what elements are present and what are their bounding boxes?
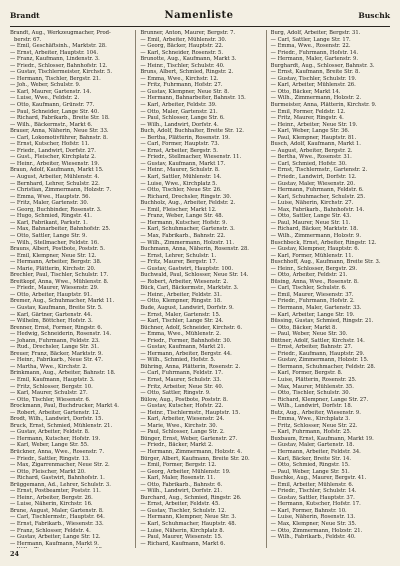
directory-entry: — Emma, Wwe., Mühlenstr. 2. bbox=[140, 331, 221, 338]
directory-entry: — Georg, Bäcker, Hauptstr. 22. bbox=[140, 43, 224, 50]
directory-entry: — Emil, Arbeiter, Mühlenstr. 30. bbox=[140, 36, 227, 43]
directory-entry: — Gustav, Tischler, Schulstr. 12. bbox=[140, 507, 227, 514]
directory-entry: — Hermann, Schuhmacher, Feldstr. 28. bbox=[270, 363, 376, 370]
directory-entry: Buchwald, Paul, Schlosser, Neue Str. 14. bbox=[140, 272, 249, 279]
directory-entry: — Heinr., Schlosser, Bergstr. 29. bbox=[270, 265, 358, 272]
directory-entry: Bühring, Anna, Plätterin, Rosenstr. 2. bbox=[140, 363, 241, 370]
directory-entry: — Paul, Weber, Lange Str. 51. bbox=[270, 468, 350, 475]
directory-entry: — Otto, Tischler, Wiesenstr. 6. bbox=[10, 396, 91, 403]
directory-entry: — Emil, Geschäftsinh., Marktstr. 28. bbox=[10, 43, 107, 50]
directory-entry: — Karl, Arbeiter, Lange Str. 19. bbox=[270, 311, 355, 318]
directory-entry: — Paul, Maurer, Wiesenstr. 15. bbox=[140, 534, 223, 541]
directory-entry: — Rud., Drechsler, Lange Str. 31. bbox=[10, 344, 99, 351]
directory-entry: — Carl, Sattler, Lange Str. 17. bbox=[270, 36, 351, 43]
directory-entry: — Paul, Schneider, Lange Str. 40. bbox=[10, 108, 100, 115]
directory-entry: — Fritz, Schlosser, Neue Str. 22. bbox=[270, 422, 358, 429]
directory-entry: — Otto, Zimmermann, Holzstr. 21. bbox=[270, 527, 363, 534]
directory-entry: — Emil, Klempner, Neue Str. 12. bbox=[10, 252, 97, 259]
directory-entry: — Otto, Bäcker, Markt 14. bbox=[270, 88, 341, 95]
directory-entry: — Fritz, Schlosser, Bergstr. 10. bbox=[10, 383, 93, 390]
directory-entry: — Emil, Kaufmann, Hauptstr. 3. bbox=[10, 376, 95, 383]
directory-entry: — Hermann, Kutscher, Hofstr. 19. bbox=[10, 435, 101, 442]
directory-entry: — Ernst, Fabrikarb., Wiesenstr. 33. bbox=[10, 521, 104, 528]
directory-entry: — Luise, Näherin, Kirchstr. 16. bbox=[10, 501, 93, 508]
directory-entry: — Ernst, Postbeamter, Poststr. 11. bbox=[10, 488, 101, 495]
directory-entry: — Max, Bahnarbeiter, Bahnhofstr. 25. bbox=[10, 226, 111, 233]
directory-entry: — Hermann, Kaufmann, Markt 9. bbox=[10, 540, 99, 547]
directory-entry: — Max, Maurer, Mühlenstr. 35. bbox=[270, 383, 354, 390]
directory-entry: — Friedr., Fuhrmann, Hofstr. 14. bbox=[270, 49, 359, 56]
directory-entry: — Karl, Sattler, Mühlenstr. 14. bbox=[140, 174, 222, 181]
directory-entry: — Hermann, Kutscher, Hofstr. 9. bbox=[140, 219, 228, 226]
directory-entry: Buchmann, Anna, Näherin, Rosenstr. 28. bbox=[140, 246, 249, 253]
directory-entry: — Wilh., Landwirt, Dorfstr. 21. bbox=[140, 488, 223, 495]
directory-entry: Bünger, Ernst, Weber, Gartenstr. 27. bbox=[140, 435, 238, 442]
directory-entry: — Christian, Zimmermann, Holzstr. 7. bbox=[10, 187, 112, 194]
directory-entry: — Hermann, Arbeiter, Feldstr. 34. bbox=[270, 449, 361, 455]
directory-entry: — Marie, Wwe., Kirchstr. 30. bbox=[140, 422, 218, 429]
directory-entry: — Richard, Fabrikarb., Breite Str. 18. bbox=[10, 115, 110, 122]
header-last-name: Buschk bbox=[358, 11, 390, 20]
directory-entry: — Otto, Arbeiter, Hauptstr. 91. bbox=[10, 291, 92, 298]
directory-entry: Brinkmann, Aug., Arbeiter, Bahnstr. 18. bbox=[10, 370, 116, 377]
directory-entry: — Paul, Maurer, Neue Str. 11. bbox=[270, 219, 351, 226]
directory-entry: — Otto, Tischler, Neue Str. 26. bbox=[140, 187, 222, 194]
directory-entry: — Gustav, Zimmermann, Holzstr. 15. bbox=[270, 357, 369, 364]
directory-entry: — Wilh., Fabrikarb., Feldstr. 40. bbox=[270, 534, 356, 541]
directory-entry: — Karl, Former, Bergstr. 8. bbox=[270, 370, 343, 377]
directory-entry: — Richard, Gastwirt, Bahnhofstr. 1. bbox=[10, 475, 105, 482]
directory-entry: Brechler, Paul, Tischler, Schulstr. 17. bbox=[10, 272, 109, 279]
page-number: 24 bbox=[10, 550, 20, 558]
directory-entry: — Carl, Tischlermstr., Hauptstr. 64. bbox=[10, 514, 105, 521]
directory-entry: — Max, Fabrikarb., Bahnhofstr. 14. bbox=[270, 206, 365, 213]
directory-entry: — Ernst, Arbeiter, Feldstr. 45. bbox=[140, 501, 220, 508]
directory-entry: — Karl, Bäcker, Breite Str. 14. bbox=[270, 455, 352, 462]
directory-entry: — Gustav, Kaufmann, Breite Str. 5. bbox=[10, 304, 103, 311]
directory-entry: — Paul, Klempner, Hauptstr. 81. bbox=[270, 134, 357, 141]
directory-entry: — Karl, Maurer, Gartenstr. 14. bbox=[10, 88, 92, 95]
directory-entry: — Gustav, Arbeiter, Lange Str. 12. bbox=[10, 534, 101, 541]
directory-entry: — Ernst, Maler, Gartenstr. 15. bbox=[140, 311, 221, 318]
directory-entry: — Richard, Kaufmann, Markt 6. bbox=[140, 540, 226, 547]
column-left bbox=[10, 30, 129, 548]
directory-entry: — Emma, Wwe., Kirchplatz 3. bbox=[270, 416, 350, 423]
directory-entry: — Carl, Schmied, Hofstr. 30. bbox=[270, 160, 347, 167]
directory-entry: — Hermann, Arbeiter, Bergstr. 38. bbox=[10, 259, 102, 266]
directory-entry: Brunner, Anton, Maurer, Bergstr. 7. bbox=[140, 30, 236, 36]
directory-entry: — Gust., Fleischer, Kirchplatz 2. bbox=[10, 154, 96, 161]
directory-entry: — Karl, Tischler, Lange Str. 24. bbox=[140, 318, 224, 325]
directory-entry: — Emil, Former, Feldstr. 12. bbox=[270, 108, 346, 115]
directory-entry: Bück, Carl, Bäckermstr., Marktstr. 3. bbox=[140, 285, 239, 292]
directory-entry: Bürger, Albert, Kaufmann, Breite Str. 20. bbox=[140, 455, 250, 462]
directory-entry: Breitkopf, Anna, Wwe., Mühlenstr. 8. bbox=[10, 278, 109, 285]
directory-entry: — Fritz, Maurer, Bergstr. 17. bbox=[140, 259, 218, 266]
directory-entry: Burmeister, Anna, Plätterin, Kirchstr. 9. bbox=[270, 102, 377, 109]
directory-entry: Bruck, Ernst, Schmied, Mühlenstr. 21. bbox=[10, 422, 113, 429]
directory-entry: — Heinr., Maurer, Schulstr. 8. bbox=[140, 167, 220, 174]
directory-entry: — Wilh., Stellmacher, Feldstr. 16. bbox=[10, 239, 99, 246]
directory-entry: Büsing, Anna, Wwe., Rosenstr. 8. bbox=[270, 278, 359, 285]
directory-entry: — Friedr., Kaufmann, Hauptstr. 29. bbox=[270, 350, 365, 357]
directory-entry: — August, Arbeiter, Bergstr. 2. bbox=[270, 147, 353, 154]
directory-entry: — Georg, Buchbinder, Rosenstr. 3. bbox=[10, 206, 102, 213]
directory-entry: — Emma, Wwe., Hauptstr. 56. bbox=[10, 193, 91, 200]
directory-entry: — Karl, Arbeiter, Feldstr. 39. bbox=[140, 102, 217, 109]
directory-entry: — Hermann, Fuhrmann, Feldstr. 6. bbox=[270, 187, 364, 194]
directory-entry: — Hermann, Kutscher, Hofstr. 17. bbox=[270, 501, 361, 508]
column-middle bbox=[135, 30, 259, 548]
directory-entry: — Otto, Klempner, Ringstr. 18. bbox=[140, 298, 222, 305]
directory-entry: — Hedwig, Schneiderin, Rosenstr. 14. bbox=[10, 331, 112, 338]
directory-entry: Brauns, Albert, Postbote, Poststr. 5. bbox=[10, 246, 105, 253]
directory-entry: — Karl, Schneider, Rosenstr. 5. bbox=[140, 49, 224, 56]
directory-entry: Brauer, Anna, Näherin, Neue Str. 33. bbox=[10, 128, 109, 135]
directory-entry: — Martha, Wwe., Kirchstr. 2. bbox=[10, 363, 88, 370]
directory-entry: — Hermann, Maler, Gartenstr. 33. bbox=[270, 304, 362, 311]
directory-entry: — Carl, Lokomotivführer, Bahnstr. 8. bbox=[10, 134, 108, 141]
directory-entry: Buch, Adolf, Buchhalter, Breite Str. 12. bbox=[140, 128, 244, 135]
directory-entry: — Emil, Arbeiter, Mühlenstr. 6. bbox=[270, 481, 354, 488]
directory-entry: — Wilh., Bäckermstr., Markt 6. bbox=[10, 121, 93, 128]
directory-entry: — Friedr., Sattler, Ringstr. 13. bbox=[10, 455, 90, 462]
directory-entry: — Ernst, Kutscher, Hofstr. 11. bbox=[10, 141, 90, 148]
directory-entry: — Gustav, Tischlermeister, Kirchstr. 5. bbox=[10, 69, 113, 76]
directory-entry: Bruns, Albert, Schmied, Ringstr. 2. bbox=[140, 69, 234, 76]
directory-entry: — Heinr., Tischler, Schulstr. 40. bbox=[140, 62, 225, 69]
directory-entry: Bremer, Aug., Schuhmacher, Markt 11. bbox=[10, 298, 115, 305]
directory-entry: — Georg, Arbeiter, Mühlenstr. 19. bbox=[140, 468, 231, 475]
directory-entry: — Karl, Schuhmacher, Hauptstr. 48. bbox=[140, 521, 237, 528]
directory-entry: Butz, Aug., Arbeiter, Wiesenstr. 9. bbox=[270, 409, 361, 416]
directory-entry: Buschhoff, Aug., Kaufmann, Breite Str. 3. bbox=[270, 259, 381, 266]
directory-entry: — Emil, Maurer, Wiesenstr. 37. bbox=[270, 291, 354, 298]
directory-entry: Buschbeck, Ernst, Arbeiter, Ringstr. 12. bbox=[270, 239, 377, 246]
directory-entry: — Karl, Former, Bahnstr. 10. bbox=[270, 507, 347, 514]
directory-entry: — Ernst, Maurer, Schulstr. 33. bbox=[140, 376, 222, 383]
directory-entry: — Joh., Weber, Schulstr. 9. bbox=[10, 82, 81, 89]
directory-entry: — Gustav, Kaufmann, Markt 17. bbox=[140, 160, 226, 167]
directory-entry: — Richard, Bäcker, Marktstr. 18. bbox=[270, 226, 359, 233]
directory-entry: — Bertha, Plätterin, Rosenstr. 19. bbox=[140, 134, 230, 141]
directory-entry: Buschke, Aug., Maurer, Bergstr. 41. bbox=[270, 475, 367, 482]
directory-entry: — Wilh., Landwirt, Dorfstr. 18. bbox=[270, 403, 353, 410]
directory-entry: — Max, Zigarrenmacher, Neue Str. 2. bbox=[10, 462, 110, 469]
directory-entry: — Fritz, Arbeiter, Neue Str. 40. bbox=[140, 383, 224, 390]
directory-entry: — Carl, Tischler, Schulstr. 6. bbox=[270, 285, 347, 292]
directory-entry: — Gustav, Gastwirt, Hauptstr. 100. bbox=[140, 265, 234, 272]
directory-entry: — Paul, Weber, Neue Str. 30. bbox=[270, 331, 348, 338]
directory-entry: — Karl, Arbeiter, Wiesenstr. 24. bbox=[140, 416, 225, 423]
directory-entry: Brüggemann, Ad., Lehrer, Schulstr. 3. bbox=[10, 481, 111, 488]
directory-entry: — Otto, Bäcker, Markt 8. bbox=[270, 324, 338, 331]
directory-entry: — August, Arbeiter, Mühlenstr. 4. bbox=[10, 174, 100, 181]
directory-entry: — Karl, Former, Mühlenstr. 11. bbox=[270, 252, 354, 259]
directory-entry: — Gustav, Maler, Gartenstr. 18. bbox=[270, 442, 355, 449]
directory-entry: — Ernst, Lehrer, Schulstr. 1. bbox=[140, 252, 217, 259]
directory-entry: — Karl, Fabrikant, Parkstr. 1. bbox=[10, 219, 88, 226]
directory-entry: — Marie, Plätterin, Kirchstr. 20. bbox=[10, 265, 96, 272]
directory-entry: — Franz, Schlosser, Feldstr. 4. bbox=[10, 527, 91, 534]
directory-entry: — Heinr., Fabrikarb., Neue Str. 47. bbox=[10, 357, 103, 364]
directory-entry: — Luise, Wwe., Feldstr. 2. bbox=[10, 95, 80, 102]
directory-entry: — Johann, Fuhrmann, Feldstr. 23. bbox=[10, 337, 100, 344]
directory-entry: — Fritz, Fuhrmann, Hofstr. 27. bbox=[140, 82, 223, 89]
directory-entry: — Hermann, Arbeiter, Bergstr. 44. bbox=[140, 350, 232, 357]
directory-entry: — Emil, Former, Bergstr. 12. bbox=[140, 462, 217, 469]
directory-entry: — Gustav, Arbeiter, Feldstr. 8. bbox=[10, 429, 90, 436]
directory-entry: — Carl, Former, Hauptstr. 73. bbox=[140, 141, 220, 148]
directory-entry: Büchner, Adolf, Schneider, Kirchstr. 6. bbox=[140, 324, 243, 331]
directory-entry: — Luise, Plätterin, Rosenstr. 25. bbox=[270, 376, 357, 383]
directory-entry: — Wilh., Landwirt, Dorfstr. 4. bbox=[140, 121, 219, 128]
directory-entry: — Bernhard, Lehrer, Schulstr. 22. bbox=[10, 180, 100, 187]
directory-entry: — Ernst, Arbeiter, Bahnstr. 27. bbox=[270, 344, 353, 351]
directory-entry: Bude, August, Landwirt, Dorfstr. 9. bbox=[140, 304, 234, 311]
directory-entry: Bülow, Aug., Postbote, Poststr. 8. bbox=[140, 396, 228, 403]
directory-entry: — Gustav, Kutscher, Hofstr. 22. bbox=[140, 403, 224, 410]
entry-columns bbox=[10, 30, 390, 548]
directory-entry: — Heinr., Arbeiter, Wiesenstr. 19. bbox=[10, 160, 100, 167]
directory-entry: — Hermann, Zimmermann, Holzstr. 4. bbox=[140, 449, 243, 455]
directory-entry: — Otto, Schmied, Ringstr. 15. bbox=[270, 462, 350, 469]
column-right bbox=[266, 30, 390, 548]
directory-entry: — Hermann, Klempner, Neue Str. 3. bbox=[140, 514, 237, 521]
directory-entry: — Wilh., Zimmermann, Holzstr. 11. bbox=[140, 239, 235, 246]
directory-entry: Burghardt, Aug., Schlosser, Bahnstr. 3. bbox=[270, 62, 375, 69]
directory-entry: — Otto, Fabrikarb., Bahnstr. 6. bbox=[140, 481, 223, 488]
header-first-name: Brandt bbox=[10, 11, 40, 20]
directory-entry: — Friedr., Tischler, Schulstr. 14. bbox=[270, 488, 357, 495]
directory-entry: — Fritz, Maurer, Ringstr. 4. bbox=[270, 115, 344, 122]
directory-entry: Burchard, Aug., Schmied, Ringstr. 26. bbox=[140, 494, 242, 501]
directory-entry: — Friedr., Stellmacher, Wiesenstr. 11. bbox=[140, 154, 242, 161]
directory-entry: — Heinr., Arbeiter, Neue Str. 19. bbox=[270, 121, 358, 128]
directory-entry: Breuer, Franz, Bäcker, Marktstr. 9. bbox=[10, 350, 103, 357]
directory-entry: — Franz, Weber, Lange Str. 48. bbox=[140, 213, 224, 220]
directory-entry: — Ernst, Tischlermstr., Gartenstr. 2. bbox=[270, 167, 368, 174]
directory-entry: — Gustav, Klempner, Neue Str. 8. bbox=[140, 88, 230, 95]
directory-entry: — Friedr., Landwirt, Dorfstr. 12. bbox=[270, 174, 357, 181]
directory-entry: — Hermann, Bahnarbeiter, Bahnstr. 15. bbox=[140, 95, 246, 102]
directory-entry: — Emil, Fleischer, Markt 12. bbox=[140, 206, 217, 213]
directory-entry: — Karl, Weber, Lange Str. 36. bbox=[270, 128, 350, 135]
directory-entry: Buchholz, Aug., Arbeiter, Feldstr. 2. bbox=[140, 200, 236, 207]
directory-entry: — Paul, Schlosser, Lange Str. 6. bbox=[140, 115, 225, 122]
directory-entry: — Ernst, Kaufmann, Breite Str. 8. bbox=[270, 69, 361, 76]
directory-entry: Büssing, Gustav, Schmied, Ringstr. 21. bbox=[270, 318, 374, 325]
directory-entry: — Otto, Arbeiter, Feldstr. 21. bbox=[270, 272, 348, 279]
directory-entry: — Otto, Sattler, Ringstr. 9. bbox=[140, 390, 211, 397]
directory-entry: — Ernst, Arbeiter, Hauptstr. 104. bbox=[10, 49, 99, 56]
directory-entry: — Gustav, Kaufmann, Markt 21. bbox=[140, 344, 226, 351]
directory-entry: — Karl, Fuhrmann, Hofstr. 25. bbox=[270, 429, 352, 436]
directory-entry: — Paul, Schlosser, Lange Str. 2. bbox=[140, 429, 225, 436]
directory-entry: — Carl, Fuhrmann, Feldstr. 17. bbox=[140, 370, 223, 377]
directory-entry: — Heinr., Arbeiter, Bergstr. 26. bbox=[10, 494, 93, 501]
directory-entry: — Wilh., Schmied, Hofstr. 5. bbox=[140, 357, 216, 364]
directory-entry: — Otto, Tischler, Schulstr. 30. bbox=[270, 390, 351, 397]
directory-entry: — Franz, Kaufmann, Lindenstr. 3. bbox=[10, 56, 100, 63]
directory-entry: — Wilhelm, Böttcher, Hofstr. 3. bbox=[10, 318, 93, 325]
directory-entry: — Friedr., Bäcker, Markt 2. bbox=[140, 442, 213, 449]
directory-entry: — Richard, Drechsler, Ringstr. 30. bbox=[140, 193, 232, 200]
directory-entry: — Hermann, Tischler, Bergstr. 21. bbox=[10, 75, 101, 82]
directory-entry: — Robert, Arbeiter, Wiesenstr. 2. bbox=[140, 278, 229, 285]
directory-entry: — Emma, Wwe., Kirchstr. 12. bbox=[140, 75, 219, 82]
directory-entry: — Karl, Schuhmacher, Schulstr. 25. bbox=[270, 193, 366, 200]
directory-entry: — Hermann, Maler, Gartenstr. 9. bbox=[270, 56, 359, 63]
directory-entry: — Friedr., Former, Bahnhofstr. 30. bbox=[140, 337, 232, 344]
directory-entry: — Friedr., Fuhrmann, Hofstr. 2. bbox=[270, 298, 355, 305]
directory-entry: Brockmann, Paul, Buchdrucker, Markt 4. bbox=[10, 403, 119, 410]
directory-entry: — Wilh., Zimmermann, Holzstr. 2. bbox=[270, 95, 362, 102]
directory-entry bbox=[10, 547, 129, 548]
directory-entry: — Otto, Maler, Gartenstr. 21. bbox=[140, 108, 218, 115]
directory-entry: Buxbaum, Ernst, Kaufmann, Markt 19. bbox=[270, 435, 374, 442]
directory-entry: Brunotte, Aug., Kaufmann, Markt 3. bbox=[140, 56, 237, 63]
directory-entry: Brandt, Aug., Werkzeugmacher, Prod- berstr. 67. bbox=[10, 30, 111, 43]
directory-entry: — Friedr., Maurer, Wiesenstr. 29. bbox=[10, 285, 99, 292]
directory-entry: — Emma, Wwe., Rosenstr. 22. bbox=[270, 43, 351, 50]
directory-entry: — Max, Fabrikarb., Bahnstr. 22. bbox=[140, 232, 226, 239]
directory-entry: — Friedr., Schlosser, Bahnhofstr. 12. bbox=[10, 62, 108, 69]
directory-entry: — Karl, Maler, Rosenstr. 11. bbox=[140, 475, 216, 482]
directory-entry: — Ernst, Arbeiter, Bergstr. 5. bbox=[140, 147, 218, 154]
directory-entry: — Luise, Näherin, Kirchplatz 8. bbox=[140, 527, 225, 534]
directory-entry: — Luise, Wwe., Kirchplatz 5. bbox=[140, 180, 218, 187]
directory-entry: — Heinr., Arbeiter, Feldstr. 31. bbox=[140, 291, 222, 298]
directory-entry: — Bertha, Wwe., Rosenstr. 31. bbox=[270, 154, 352, 161]
directory-entry: — Richard, Klempner, Lange Str. 27. bbox=[270, 396, 369, 403]
directory-entry: — Gustav, Klempner, Hauptstr. 6. bbox=[270, 246, 360, 253]
directory-entry: — Fritz, Maler, Gartenstr. 30. bbox=[10, 200, 89, 207]
directory-entry: — Hugo, Schmied, Ringstr. 41. bbox=[10, 213, 92, 220]
directory-entry: Braun, Adolf, Kaufmann, Markt 15. bbox=[10, 167, 104, 174]
directory-entry: — Karl, Schuhmacher, Gartenstr. 3. bbox=[140, 226, 235, 233]
directory-entry: — Otto, Sattler, Lange Str. 43. bbox=[270, 213, 352, 220]
directory-entry: — Karl, Arbeiter, Mühlenstr. 26. bbox=[270, 82, 356, 89]
directory-entry: — Karl, Weber, Lange Str. 55. bbox=[10, 442, 89, 449]
directory-entry: Burg, Adolf, Arbeiter, Bergstr. 31. bbox=[270, 30, 361, 36]
directory-entry: — Max, Klempner, Neue Str. 35. bbox=[270, 521, 357, 528]
directory-entry: — Gustav, Maler, Wiesenstr. 20. bbox=[270, 180, 356, 187]
directory-entry: — Heinr., Tischlermstr., Hauptstr. 15. bbox=[140, 409, 241, 416]
directory-entry: — Luise, Näherin, Rosenstr. 13. bbox=[270, 514, 356, 521]
directory-entry: — Karl, Gärtner, Gartenstr. 44. bbox=[10, 311, 93, 318]
directory-entry: — Otto, Kaufmann, Grünstr. 77. bbox=[10, 102, 95, 109]
directory-entry: — Wilh., Zimmermann, Holzstr. 9. bbox=[270, 232, 362, 239]
directory-entry: Brückner, Anna, Wwe., Rosenstr. 7. bbox=[10, 449, 105, 455]
directory-entry: — Otto, Sattler, Lange Str. 9. bbox=[10, 232, 88, 239]
directory-entry: — Karl, Maurer, Schulstr. 27. bbox=[10, 390, 88, 397]
directory-entry: Brune, August, Maler, Gartenstr. 8. bbox=[10, 507, 104, 514]
directory-entry: — Friedr., Landwirt, Dorfstr. 27. bbox=[10, 147, 96, 154]
header-title: Namenliste bbox=[164, 10, 234, 21]
directory-entry: — Luise, Näherin, Kirchstr. 27. bbox=[270, 200, 354, 207]
directory-entry: Brenner, Ernst, Former, Ringstr. 6. bbox=[10, 324, 103, 331]
directory-entry: Brodt, Wilh., Landwirt, Dorfstr. 15. bbox=[10, 416, 104, 423]
directory-entry: — Gustav, Sattler, Hauptstr. 37. bbox=[270, 494, 355, 501]
directory-entry: Busch, Adolf, Kaufmann, Markt 1. bbox=[270, 141, 361, 148]
directory-entry: Büttner, Adolf, Sattler, Kirchstr. 14. bbox=[270, 337, 365, 344]
directory-entry: — Gustav, Tischler, Schulstr. 19. bbox=[270, 75, 357, 82]
directory-entry: — Otto, Fleischer, Markt 20. bbox=[10, 468, 86, 475]
running-header bbox=[10, 10, 390, 27]
directory-entry: — Robert, Arbeiter, Gartenstr. 12. bbox=[10, 409, 101, 416]
